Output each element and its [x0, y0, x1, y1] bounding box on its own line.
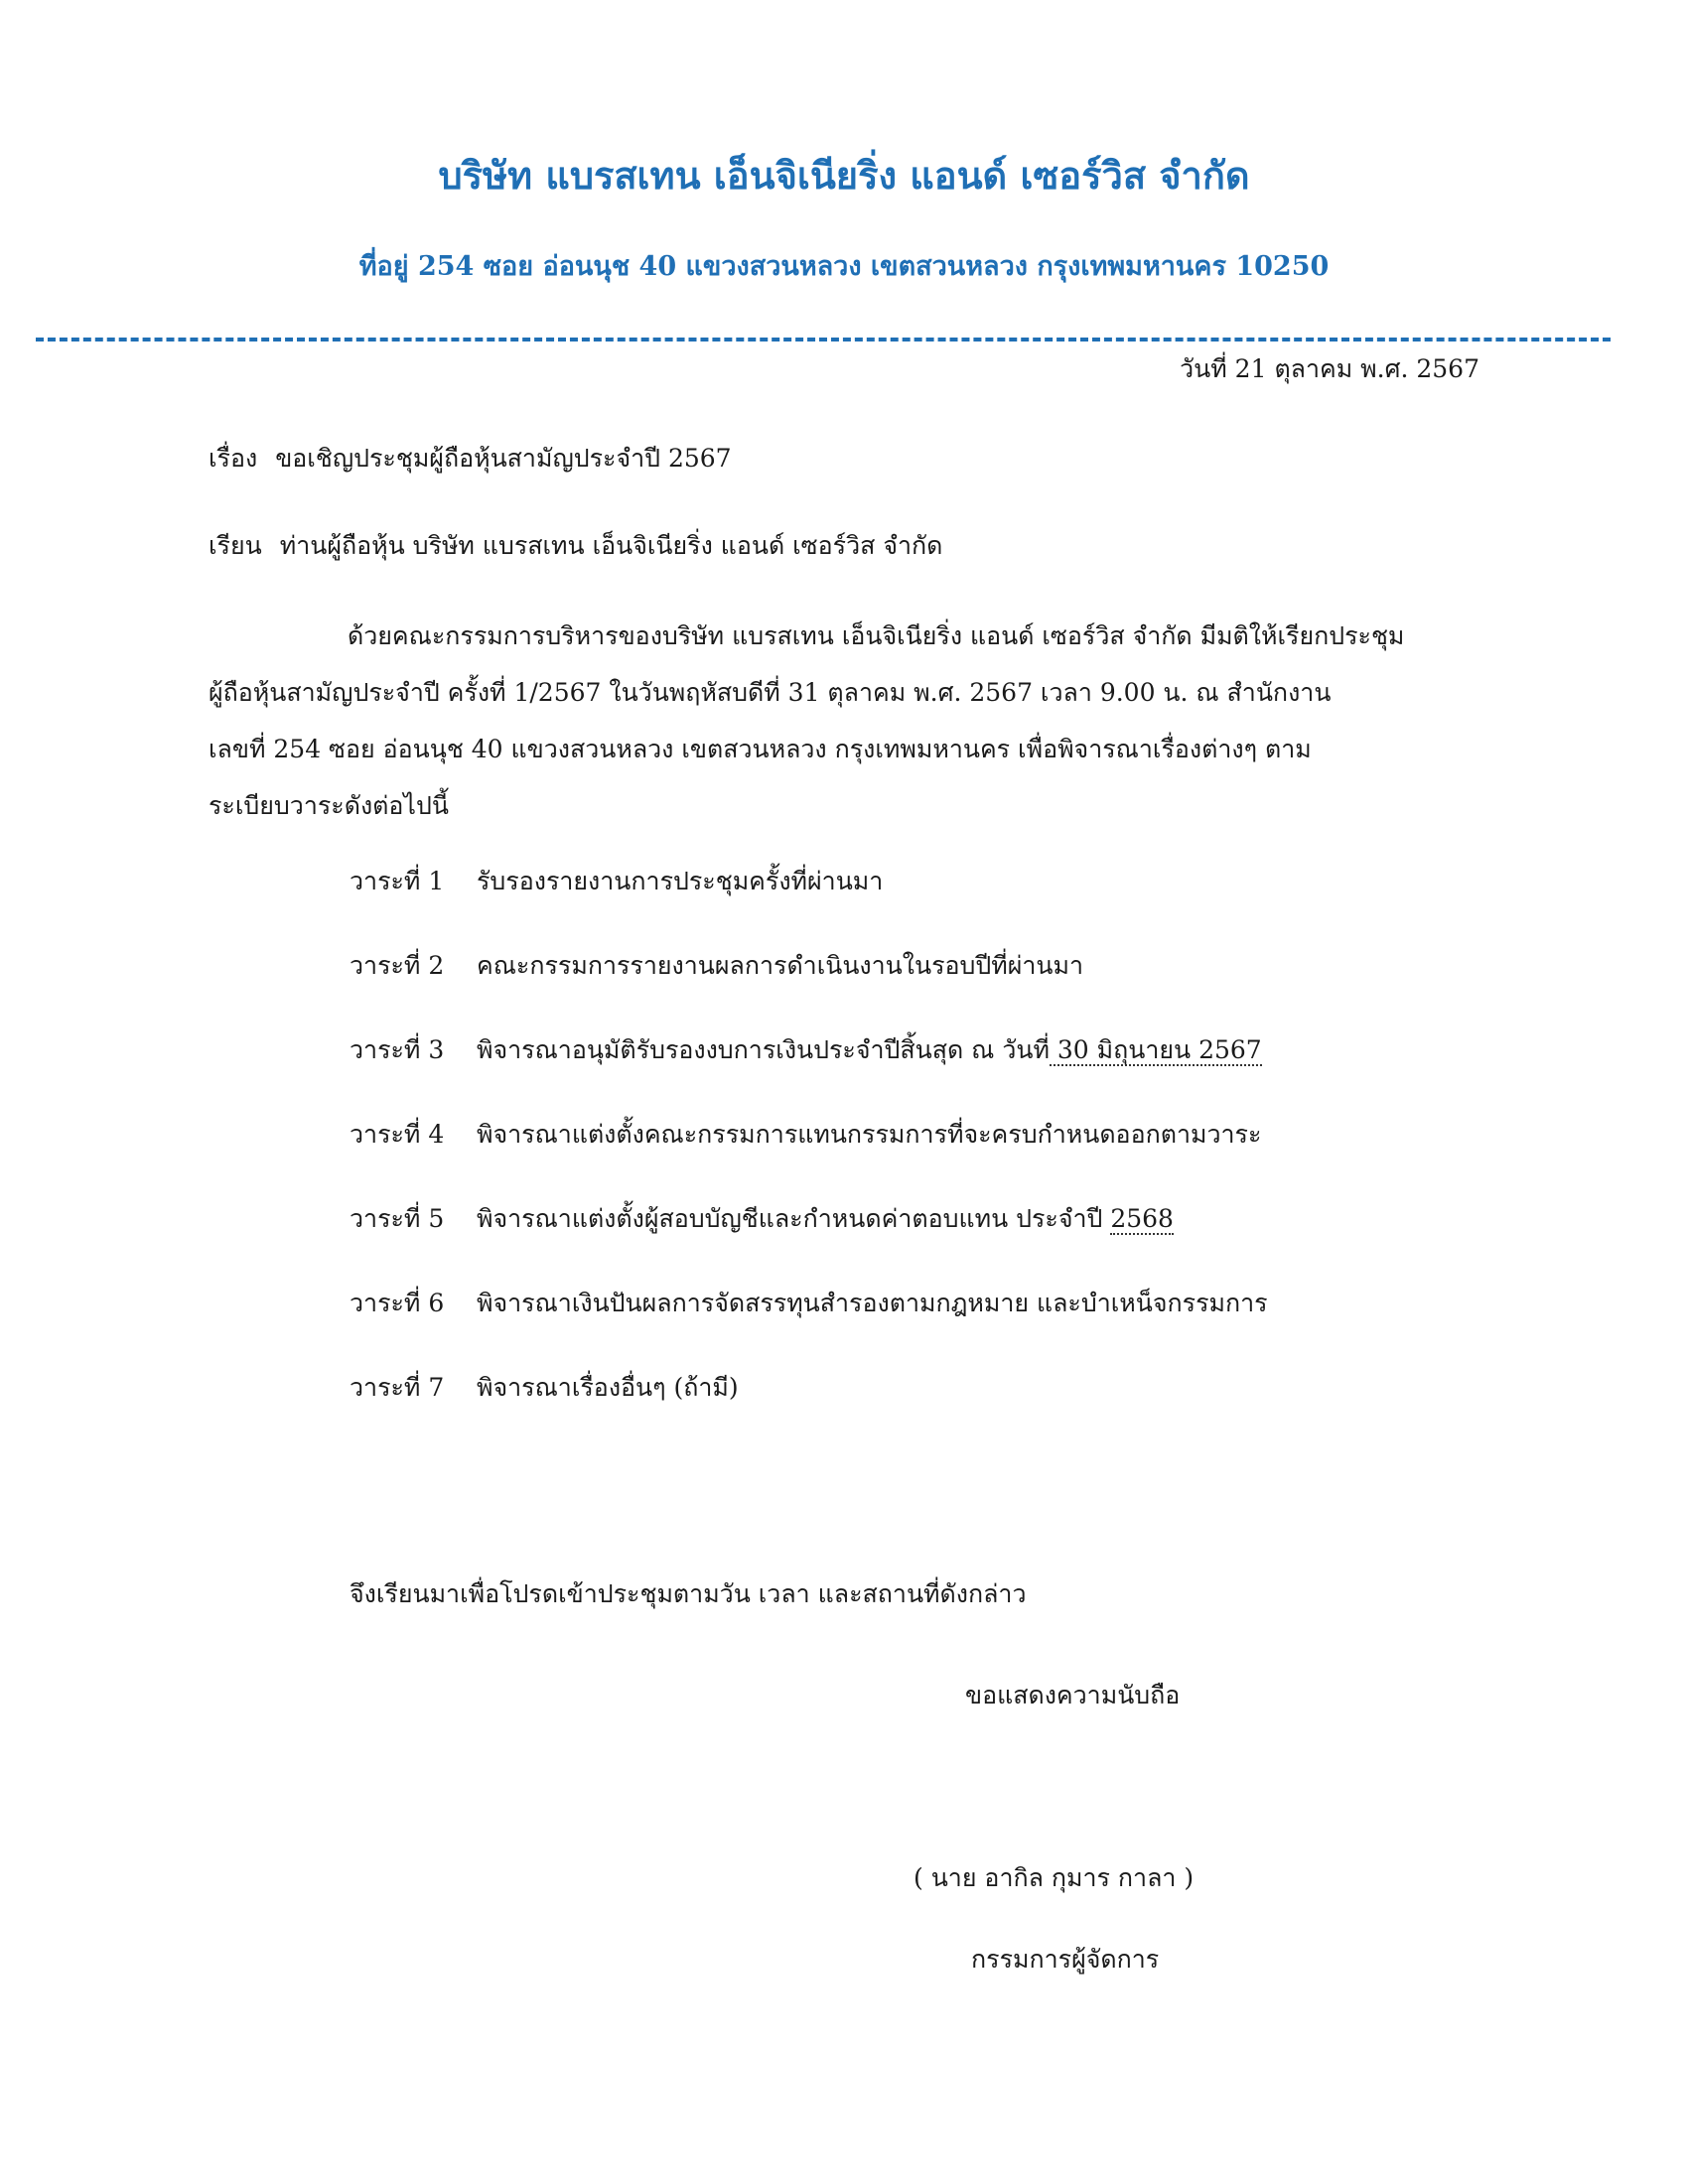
agenda-number: วาระที่ 1	[350, 867, 445, 895]
agenda-item	[350, 1030, 1268, 1115]
closing-sentence: จึงเรียนมาเพื่อโปรดเข้าประชุมตามวัน เวลา และสถานที่ดังกล่าว	[350, 1579, 1027, 1608]
company-address: ที่อยู่ 254 ซอย อ่อนนุช 40 แขวงสวนหลวง เขตสวนหลวง กรุงเทพมหานคร 10250	[358, 251, 1330, 282]
agenda-number: วาระที่ 7	[350, 1373, 445, 1402]
recipient-text: ท่านผู้ถือหุ้น บริษัท แบรสเทน เอ็นจิเนียริ่ง แอนด์ เซอร์วิส จำกัด	[279, 531, 943, 560]
subject-text: ขอเชิญประชุมผู้ถือหุ้นสามัญประจำปี 2567	[275, 444, 732, 473]
agenda-year-underlined: 2568	[1110, 1204, 1174, 1233]
agenda-date-underlined: 30 มิถุนายน 2567	[1049, 1035, 1262, 1064]
agenda-text: พิจารณาอนุมัติรับรองงบการเงินประจำปีสิ้นสุด ณ วันที่	[477, 1035, 1050, 1064]
agenda-item	[350, 1368, 1268, 1452]
agenda-number: วาระที่ 6	[350, 1289, 445, 1317]
agenda-number: วาระที่ 5	[350, 1204, 445, 1233]
agenda-text: คณะกรรมการรายงานผลการดำเนินงานในรอบปีที่ผ่านมา	[477, 951, 1084, 980]
body-line-2: ผู้ถือหุ้นสามัญประจำปี ครั้งที่ 1/2567 ในวันพฤหัสบดีที่ 31 ตุลาคม พ.ศ. 2567 เวลา 9.00 น. ณ สำนักงาน	[209, 678, 1332, 707]
agenda-text: รับรองรายงานการประชุมครั้งที่ผ่านมา	[477, 867, 884, 895]
agenda-number: วาระที่ 4	[350, 1120, 445, 1149]
subject-label: เรื่อง	[209, 444, 258, 473]
agenda-number: วาระที่ 2	[350, 951, 445, 980]
letter-date: วันที่ 21 ตุลาคม พ.ศ. 2567	[1180, 354, 1479, 383]
body-line-3: เลขที่ 254 ซอย อ่อนนุช 40 แขวงสวนหลวง เขตสวนหลวง กรุงเทพมหานคร เพื่อพิจารณาเรื่องต่างๆ ตาม	[209, 735, 1312, 763]
company-name: บริษัท แบรสเทน เอ็นจิเนียริ่ง แอนด์ เซอร์วิส จำกัด	[438, 153, 1250, 198]
agenda-item	[350, 946, 1268, 1030]
agenda-item	[350, 1115, 1268, 1199]
body-line-1: ด้วยคณะกรรมการบริหารของบริษัท แบรสเทน เอ็นจิเนียริ่ง แอนด์ เซอร์วิส จำกัด มีมติให้เรียกประชุม	[348, 621, 1405, 650]
agenda-text: พิจารณาเรื่องอื่นๆ (ถ้ามี)	[477, 1373, 739, 1402]
body-line-4: ระเบียบวาระดังต่อไปนี้	[209, 791, 449, 820]
agenda-item	[350, 862, 1268, 946]
signer-title: กรรมการผู้จัดการ	[971, 1945, 1160, 1974]
body-paragraph	[209, 608, 1479, 834]
subject-line	[209, 439, 732, 478]
agenda-text: พิจารณาเงินปันผลการจัดสรรทุนสำรองตามกฎหมาย และบำเหน็จกรรมการ	[477, 1289, 1268, 1317]
agenda-number: วาระที่ 3	[350, 1035, 445, 1064]
letterhead-divider	[36, 338, 1611, 341]
agenda-text: พิจารณาแต่งตั้งผู้สอบบัญชีและกำหนดค่าตอบแทน ประจำปี	[477, 1204, 1111, 1233]
recipient-line	[209, 526, 942, 566]
signer-name: ( นาย อากิล กุมาร กาลา )	[914, 1863, 1195, 1892]
agenda-item	[350, 1284, 1268, 1368]
agenda-text: พิจารณาแต่งตั้งคณะกรรมการแทนกรรมการที่จะครบกำหนดออกตามวาระ	[477, 1120, 1262, 1149]
agenda-item	[350, 1199, 1268, 1284]
recipient-label: เรียน	[209, 531, 262, 560]
regards: ขอแสดงความนับถือ	[965, 1681, 1181, 1709]
agenda-list	[350, 862, 1268, 1452]
